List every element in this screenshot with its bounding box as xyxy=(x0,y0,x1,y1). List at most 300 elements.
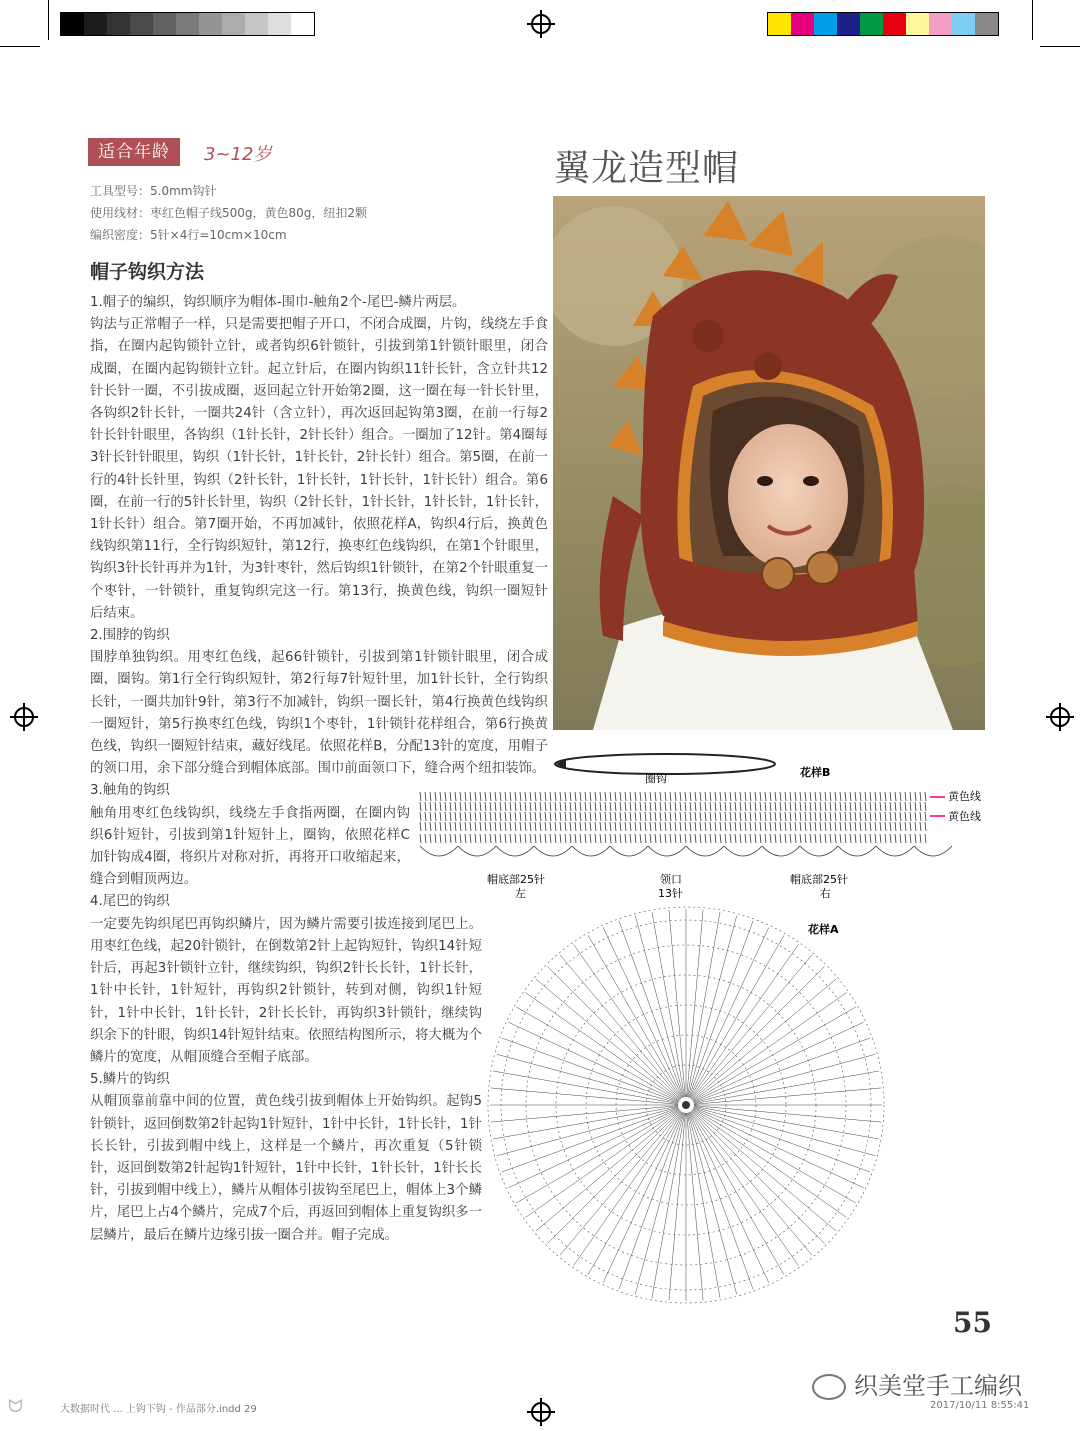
stitch-mark xyxy=(760,812,761,821)
stitch-mark xyxy=(780,792,781,801)
stitch-mark xyxy=(525,802,526,811)
stitch-spoke xyxy=(560,955,681,1099)
stitch-mark xyxy=(700,834,701,843)
stitch-mark xyxy=(445,822,446,831)
stitch-mark xyxy=(600,792,601,801)
stitch-chart-a xyxy=(478,905,898,1315)
stitch-mark xyxy=(620,802,621,811)
stitch-mark xyxy=(675,822,676,831)
stitch-mark xyxy=(875,822,876,831)
stitch-mark xyxy=(805,802,806,811)
stitch-mark xyxy=(650,834,651,843)
stitch-mark xyxy=(880,802,881,811)
stitch-mark xyxy=(890,834,891,843)
stitch-mark xyxy=(540,792,541,801)
chart-b-left-sub: 左 xyxy=(515,887,526,900)
stitch-mark xyxy=(870,802,871,811)
stitch-mark xyxy=(540,834,541,843)
chain-loop xyxy=(496,846,534,856)
stitch-spoke xyxy=(688,1113,737,1295)
stitch-mark xyxy=(725,802,726,811)
stitch-mark xyxy=(430,792,431,801)
stitch-mark xyxy=(845,834,846,843)
stitch-mark xyxy=(650,792,651,801)
stitch-mark xyxy=(420,792,421,801)
stitch-spoke xyxy=(547,966,680,1099)
stitch-mark xyxy=(435,822,436,831)
chart-b-name: 花样B xyxy=(800,766,831,779)
stitch-mark xyxy=(605,834,606,843)
stitch-mark xyxy=(770,812,771,821)
watermark: 织美堂手工编织 xyxy=(812,1366,1022,1401)
stitch-mark xyxy=(455,812,456,821)
stitch-mark xyxy=(505,822,506,831)
stitch-mark xyxy=(645,812,646,821)
stitch-spoke xyxy=(536,979,680,1100)
stitch-mark xyxy=(690,812,691,821)
crop-mark xyxy=(1032,0,1033,40)
stitch-mark xyxy=(465,792,466,801)
stitch-mark xyxy=(685,834,686,843)
stitch-mark xyxy=(620,822,621,831)
chain-loop xyxy=(914,846,952,856)
stitch-mark xyxy=(700,822,701,831)
stitch-mark xyxy=(595,812,596,821)
stitch-mark xyxy=(805,822,806,831)
stitch-mark xyxy=(740,834,741,843)
chart-b-stitch-rows xyxy=(420,792,952,856)
stitch-mark xyxy=(880,822,881,831)
stitch-mark xyxy=(900,822,901,831)
stitch-mark xyxy=(605,802,606,811)
registration-mark-left xyxy=(14,707,34,727)
stitch-mark xyxy=(900,802,901,811)
stitch-spoke xyxy=(694,1088,881,1104)
chart-b-center-sub: 13针 xyxy=(658,887,683,900)
stitch-mark xyxy=(750,834,751,843)
stitch-mark xyxy=(480,802,481,811)
stitch-mark xyxy=(825,802,826,811)
stitch-mark xyxy=(810,812,811,821)
stitch-mark xyxy=(800,792,801,801)
stitch-mark xyxy=(520,812,521,821)
stitch-mark xyxy=(725,822,726,831)
center-ring xyxy=(682,1101,690,1109)
stitch-mark xyxy=(625,822,626,831)
stitch-mark xyxy=(610,822,611,831)
crop-mark xyxy=(1040,46,1080,47)
stitch-mark xyxy=(800,812,801,821)
stitch-spoke xyxy=(574,944,682,1098)
stitch-mark xyxy=(545,802,546,811)
stitch-mark xyxy=(670,812,671,821)
stitch-mark xyxy=(690,822,691,831)
stitch-spoke xyxy=(694,1106,879,1139)
stitch-mark xyxy=(820,822,821,831)
stitch-mark xyxy=(670,802,671,811)
stitch-mark xyxy=(435,812,436,821)
stitch-mark xyxy=(425,834,426,843)
stitch-mark xyxy=(625,834,626,843)
stitch-spoke xyxy=(691,944,799,1098)
stitch-mark xyxy=(565,802,566,811)
stitch-mark xyxy=(830,792,831,801)
stitch-mark xyxy=(870,834,871,843)
step-heading: 5.鳞片的钩织 xyxy=(90,1072,170,1088)
stitch-mark xyxy=(795,802,796,811)
stitch-mark xyxy=(615,822,616,831)
stitch-mark xyxy=(615,792,616,801)
stitch-mark xyxy=(520,834,521,843)
stitch-mark xyxy=(835,792,836,801)
stitch-mark xyxy=(635,802,636,811)
stitch-mark xyxy=(685,792,686,801)
stitch-mark xyxy=(665,802,666,811)
stitch-mark xyxy=(505,812,506,821)
stitch-mark xyxy=(450,822,451,831)
stitch-mark xyxy=(485,834,486,843)
stitch-mark xyxy=(585,812,586,821)
wechat-icon xyxy=(812,1374,846,1400)
stitch-mark xyxy=(605,792,606,801)
stitch-mark xyxy=(510,834,511,843)
step-heading: 1.帽子的编织，钩织顺序为帽体-围巾-触角2个-尾巴-鳞片两层。 xyxy=(90,295,466,310)
stitch-mark xyxy=(645,834,646,843)
stitch-spoke xyxy=(690,935,784,1098)
stitch-spoke xyxy=(687,1113,720,1298)
page-number: 55 xyxy=(953,1306,992,1339)
step-heading: 4.尾巴的钩织 xyxy=(90,894,170,910)
stitch-mark xyxy=(695,834,696,843)
stitch-spoke xyxy=(694,1107,876,1156)
stitch-mark xyxy=(810,834,811,843)
stitch-spoke xyxy=(691,955,812,1099)
stitch-mark xyxy=(730,792,731,801)
stitch-mark xyxy=(675,834,676,843)
stitch-mark xyxy=(775,812,776,821)
stitch-mark xyxy=(810,822,811,831)
stitch-mark xyxy=(845,822,846,831)
stitch-spoke xyxy=(652,912,685,1097)
stitch-spoke xyxy=(691,1112,799,1266)
stitch-mark xyxy=(420,802,421,811)
stitch-mark xyxy=(745,792,746,801)
stitch-mark xyxy=(430,834,431,843)
stitch-mark xyxy=(495,792,496,801)
stitch-mark xyxy=(620,792,621,801)
stitch-spoke xyxy=(692,966,825,1099)
stitch-mark xyxy=(465,834,466,843)
stitch-spoke xyxy=(687,910,703,1097)
stitch-mark xyxy=(845,792,846,801)
stitch-mark xyxy=(550,812,551,821)
stitch-mark xyxy=(705,802,706,811)
stitch-mark xyxy=(755,834,756,843)
stitch-mark xyxy=(545,822,546,831)
stitch-mark xyxy=(660,812,661,821)
stitch-mark xyxy=(865,834,866,843)
stitch-mark xyxy=(665,822,666,831)
stitch-mark xyxy=(885,834,886,843)
stitch-mark xyxy=(530,792,531,801)
stitch-spoke xyxy=(689,1113,753,1290)
stitch-mark xyxy=(485,792,486,801)
stitch-mark xyxy=(590,812,591,821)
stitch-mark xyxy=(600,812,601,821)
footer-file-info: 大数据时代 ... 上钩下钩 - 作品部分.indd 29 xyxy=(60,1404,257,1415)
stitch-mark xyxy=(790,802,791,811)
stitch-spoke xyxy=(669,1113,685,1300)
stitch-mark xyxy=(905,834,906,843)
stitch-mark xyxy=(875,834,876,843)
stitch-mark xyxy=(450,812,451,821)
stitch-mark xyxy=(635,812,636,821)
stitch-mark xyxy=(705,792,706,801)
chart-a-name: 花样A xyxy=(808,923,839,936)
stitch-mark xyxy=(740,812,741,821)
stitch-mark xyxy=(855,792,856,801)
stitch-mark xyxy=(655,822,656,831)
stitch-mark xyxy=(885,812,886,821)
stitch-mark xyxy=(785,822,786,831)
stitch-mark xyxy=(680,834,681,843)
stitch-mark xyxy=(790,834,791,843)
stitch-mark xyxy=(470,834,471,843)
stitch-mark xyxy=(550,822,551,831)
stitch-mark xyxy=(795,834,796,843)
chain-loop xyxy=(686,846,724,856)
stitch-mark xyxy=(735,822,736,831)
stitch-spoke xyxy=(547,1111,680,1244)
stitch-mark xyxy=(540,802,541,811)
stitch-mark xyxy=(605,812,606,821)
stitch-mark xyxy=(660,802,661,811)
stitch-mark xyxy=(900,792,901,801)
stitch-mark xyxy=(460,834,461,843)
stitch-mark xyxy=(910,834,911,843)
registration-mark-top xyxy=(531,14,551,34)
stitch-mark xyxy=(660,822,661,831)
chart-b-right-label: 帽底部25针 xyxy=(790,873,848,886)
stitch-mark xyxy=(900,812,901,821)
stitch-mark xyxy=(700,792,701,801)
spec-tool: 工具型号：5.0mm钩针 xyxy=(90,184,217,198)
stitch-mark xyxy=(720,802,721,811)
instruction-paragraph: 围脖单独钩织。用枣红色线，起66针锁针，引拔到第1针锁针眼里，闭合成圈，圈钩。第1行全行钩织短针，第2行每7针短针里，加1针长针，全行钩织长针，一圈共加针9针，第3行不加减针，钩织一圈长针，第4行换黄色线钩织一圈短针，第5行换枣红色线，钩织1个枣针，1针锁针花样组合，第6行换黄色线，钩织一圈短针结束，藏好线尾。依照花样B，分配13针的宽度，用帽子的领口用，余下部分缝合到帽体底部。围巾前面领口下，缝合两个纽扣装饰。 xyxy=(90,650,548,777)
stitch-mark xyxy=(630,834,631,843)
stitch-mark xyxy=(795,812,796,821)
stitch-mark xyxy=(440,822,441,831)
round-label: 圈钩 xyxy=(645,772,667,785)
stitch-mark xyxy=(780,834,781,843)
stitch-mark xyxy=(850,822,851,831)
stitch-mark xyxy=(755,792,756,801)
stitch-mark xyxy=(875,802,876,811)
stitch-spoke xyxy=(687,1113,703,1300)
stitch-mark xyxy=(835,802,836,811)
stitch-mark xyxy=(665,834,666,843)
stitch-mark xyxy=(440,802,441,811)
stitch-mark xyxy=(490,802,491,811)
stitch-mark xyxy=(555,792,556,801)
stitch-mark xyxy=(500,834,501,843)
stitch-spoke xyxy=(493,1106,678,1139)
stitch-mark xyxy=(420,812,421,821)
stitch-mark xyxy=(790,792,791,801)
stitch-mark xyxy=(910,822,911,831)
stitch-mark xyxy=(705,812,706,821)
stitch-mark xyxy=(455,834,456,843)
stitch-mark xyxy=(905,812,906,821)
stitch-mark xyxy=(770,792,771,801)
corner-logo-icon: ᗢ xyxy=(8,1396,23,1417)
stitch-mark xyxy=(750,822,751,831)
stitch-mark xyxy=(495,822,496,831)
stitch-mark xyxy=(890,792,891,801)
stitch-mark xyxy=(925,812,926,821)
stitch-mark xyxy=(695,792,696,801)
stitch-mark xyxy=(765,834,766,843)
stitch-mark xyxy=(440,792,441,801)
stitch-mark xyxy=(915,792,916,801)
stitch-mark xyxy=(495,802,496,811)
stitch-mark xyxy=(605,822,606,831)
stitch-mark xyxy=(835,834,836,843)
stitch-mark xyxy=(595,822,596,831)
stitch-mark xyxy=(790,822,791,831)
stitch-mark xyxy=(865,802,866,811)
stitch-mark xyxy=(510,812,511,821)
stitch-mark xyxy=(660,792,661,801)
stitch-mark xyxy=(855,822,856,831)
stitch-mark xyxy=(530,812,531,821)
stitch-spoke xyxy=(688,916,737,1098)
yellow-yarn-label-bottom: 黄色线 xyxy=(948,810,981,823)
stitch-mark xyxy=(920,834,921,843)
stitch-mark xyxy=(555,834,556,843)
stitch-mark xyxy=(590,834,591,843)
stitch-mark xyxy=(640,792,641,801)
stitch-mark xyxy=(880,792,881,801)
stitch-mark xyxy=(860,812,861,821)
stitch-mark xyxy=(710,822,711,831)
stitch-mark xyxy=(515,802,516,811)
stitch-mark xyxy=(810,792,811,801)
stitch-mark xyxy=(615,812,616,821)
stitch-mark xyxy=(595,792,596,801)
chart-a-round-diagram xyxy=(488,907,884,1303)
stitch-mark xyxy=(700,802,701,811)
stitch-mark xyxy=(860,792,861,801)
stitch-mark xyxy=(685,802,686,811)
stitch-mark xyxy=(925,792,926,801)
chain-loop xyxy=(800,846,838,856)
stitch-mark xyxy=(855,812,856,821)
stitch-mark xyxy=(895,792,896,801)
stitch-mark xyxy=(560,822,561,831)
stitch-mark xyxy=(575,812,576,821)
stitch-mark xyxy=(795,792,796,801)
stitch-mark xyxy=(840,812,841,821)
stitch-mark xyxy=(895,822,896,831)
stitch-mark xyxy=(580,792,581,801)
stitch-mark xyxy=(625,812,626,821)
stitch-spoke xyxy=(516,1007,679,1101)
stitch-mark xyxy=(535,792,536,801)
stitch-mark xyxy=(775,802,776,811)
stitch-mark xyxy=(680,812,681,821)
spec-gauge: 编织密度：5针×4行=10cm×10cm xyxy=(90,228,287,242)
stitch-mark xyxy=(715,822,716,831)
stitch-mark xyxy=(785,802,786,811)
chart-b-center-label: 领口 xyxy=(660,873,682,886)
stitch-mark xyxy=(775,792,776,801)
stitch-mark xyxy=(610,802,611,811)
stitch-mark xyxy=(650,812,651,821)
stitch-mark xyxy=(890,812,891,821)
stitch-mark xyxy=(630,812,631,821)
stitch-mark xyxy=(425,812,426,821)
stitch-mark xyxy=(525,792,526,801)
stitch-mark xyxy=(575,792,576,801)
stitch-mark xyxy=(645,802,646,811)
stitch-mark xyxy=(570,822,571,831)
stitch-spoke xyxy=(692,979,836,1100)
stitch-mark xyxy=(550,792,551,801)
stitch-mark xyxy=(465,802,466,811)
stitch-mark xyxy=(560,812,561,821)
stitch-mark xyxy=(640,812,641,821)
stitch-mark xyxy=(815,822,816,831)
stitch-spoke xyxy=(635,916,684,1098)
stitch-mark xyxy=(630,802,631,811)
stitch-mark xyxy=(475,802,476,811)
stitch-mark xyxy=(920,822,921,831)
stitch-spoke xyxy=(493,1071,678,1104)
step-heading: 3.触角的钩织 xyxy=(90,783,170,799)
stitch-spoke xyxy=(525,993,679,1101)
stitch-mark xyxy=(460,792,461,801)
stitch-mark xyxy=(510,802,511,811)
stitch-spoke xyxy=(574,1112,682,1266)
stitch-mark xyxy=(850,792,851,801)
stitch-mark xyxy=(735,792,736,801)
stitch-mark xyxy=(920,802,921,811)
stitch-mark xyxy=(420,822,421,831)
chart-b-right-sub: 右 xyxy=(820,887,831,900)
product-photo xyxy=(553,196,985,730)
stitch-mark xyxy=(625,792,626,801)
stitch-mark xyxy=(475,792,476,801)
stitch-mark xyxy=(680,822,681,831)
stitch-mark xyxy=(675,812,676,821)
stitch-mark xyxy=(630,822,631,831)
stitch-mark xyxy=(720,792,721,801)
stitch-mark xyxy=(545,834,546,843)
stitch-mark xyxy=(595,834,596,843)
stitch-mark xyxy=(655,802,656,811)
stitch-mark xyxy=(585,792,586,801)
stitch-mark xyxy=(835,812,836,821)
stitch-spoke xyxy=(693,1110,847,1218)
stitch-mark xyxy=(730,834,731,843)
stitch-mark xyxy=(435,792,436,801)
stitch-spoke xyxy=(693,993,847,1101)
stitch-mark xyxy=(565,792,566,801)
stitch-mark xyxy=(490,792,491,801)
stitch-mark xyxy=(900,834,901,843)
stitch-mark xyxy=(525,834,526,843)
